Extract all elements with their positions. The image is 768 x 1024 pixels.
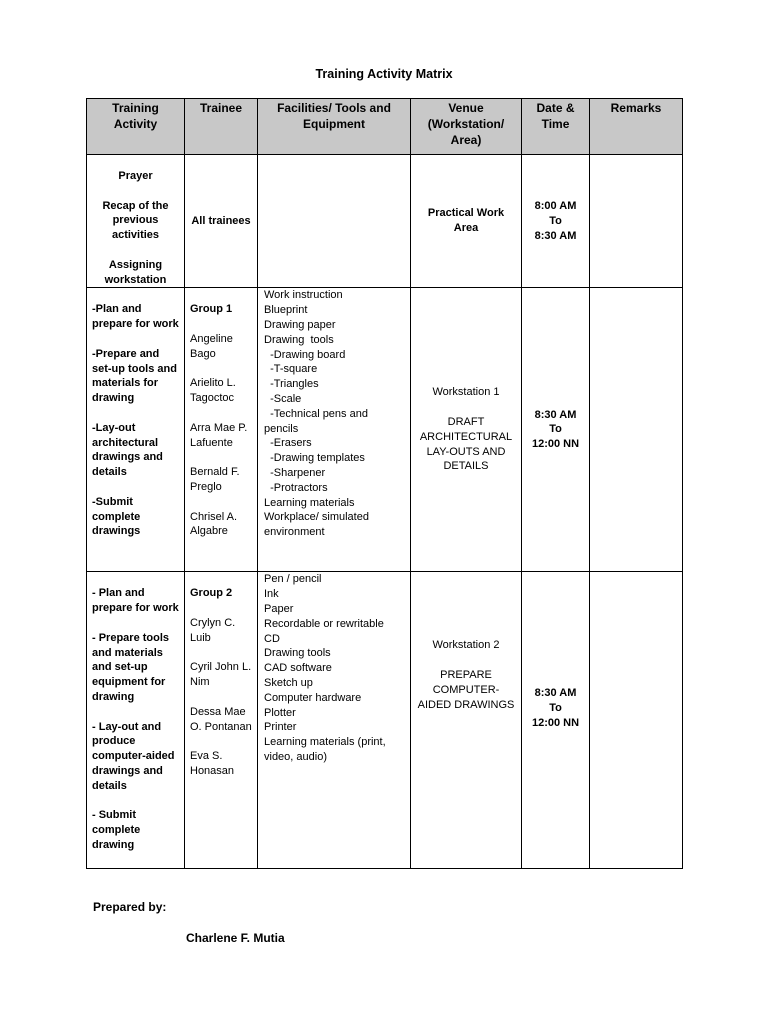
venue-cell — [411, 288, 522, 572]
facilities-cell — [258, 288, 411, 572]
trainee-cell — [185, 155, 258, 288]
trainee-name: Arielito L. Tagoctoc — [190, 377, 236, 405]
facility-item: Recordable or rewritable — [264, 617, 384, 630]
facility-item: CD — [264, 632, 280, 645]
facility-item: Plotter — [264, 706, 296, 719]
facility-item: -T-square — [264, 363, 318, 376]
facility-item: -Drawing board — [264, 348, 346, 361]
header-remarks: Remarks — [590, 99, 683, 155]
facilities-cell — [258, 155, 411, 288]
trainee-group: All trainees — [191, 214, 251, 227]
facility-item: Learning materials — [264, 496, 355, 509]
activity-item: -Lay-out architectural drawings and details — [92, 421, 163, 479]
facility-item: Drawing tools — [264, 647, 331, 660]
activity-item: -Plan and prepare for work — [92, 303, 179, 331]
activity-item: Assigning workstation — [104, 258, 167, 286]
header-date-time: Date & Time — [522, 99, 590, 155]
trainee-group: Group 2 — [190, 587, 233, 600]
activity-cell — [87, 288, 185, 572]
facility-item: -Erasers — [264, 437, 312, 450]
time-start: 8:30 AM — [534, 408, 577, 421]
time-cell — [522, 288, 590, 572]
facility-item: environment — [264, 526, 325, 539]
venue-cell — [411, 155, 522, 288]
trainee-name: Bernald F. Preglo — [190, 466, 240, 493]
time-cell — [522, 572, 590, 869]
table-row — [87, 155, 683, 288]
table-row — [87, 288, 683, 572]
prepared-by-label: Prepared by: — [93, 900, 167, 914]
trainee-name: Cyril John L. Nim — [190, 661, 252, 689]
facility-item: -Scale — [264, 392, 302, 405]
remarks-cell — [590, 288, 683, 572]
facility-item: -Technical pens and — [264, 407, 368, 420]
remarks-cell — [590, 155, 683, 288]
trainee-name: Arra Mae P. Lafuente — [190, 421, 248, 449]
activity-item: -Submit complete drawings — [92, 495, 141, 538]
preparer-name: Charlene F. Mutia — [186, 931, 285, 945]
table-row — [87, 572, 683, 869]
facility-item: Drawing paper — [264, 318, 336, 331]
facility-item: video, audio) — [264, 750, 327, 763]
time-end: 12:00 NN — [531, 438, 580, 451]
header-facilities: Facilities/ Tools and Equipment — [258, 99, 411, 155]
venue-station: Practical Work Area — [427, 207, 505, 235]
header-venue: Venue (Workstation/ Area) — [411, 99, 522, 155]
trainee-cell — [185, 572, 258, 869]
facility-item: Sketch up — [264, 676, 313, 689]
facility-item: -Sharpener — [264, 466, 326, 479]
trainee-name: Dessa Mae O. Pontanan — [190, 705, 252, 733]
activity-cell — [87, 155, 185, 288]
facilities-cell — [258, 572, 411, 869]
venue-task: DRAFT ARCHITECTURAL LAY-OUTS AND DETAILS — [419, 416, 513, 473]
facility-item: Workplace/ simulated — [264, 511, 369, 524]
training-activity-table — [86, 98, 683, 869]
activity-cell — [87, 572, 185, 869]
table-header-row — [87, 99, 683, 155]
trainee-cell — [185, 288, 258, 572]
header-training-activity: Training Activity — [87, 99, 185, 155]
activity-item: - Submit complete drawing — [92, 809, 141, 851]
facility-item: Ink — [264, 588, 279, 601]
trainee-name: Chrisel A. Algabre — [190, 510, 238, 538]
facility-item: -Protractors — [264, 481, 328, 494]
venue-station: Workstation 2 — [432, 639, 500, 652]
activity-item: - Lay-out and produce computer-aided drawings and details — [92, 720, 175, 792]
time-separator: To — [549, 214, 562, 227]
time-end: 12:00 NN — [531, 716, 580, 729]
trainee-name: Crylyn C. Luib — [190, 616, 236, 644]
facility-item: -Triangles — [264, 378, 319, 391]
time-start: 8:30 AM — [534, 687, 577, 700]
facility-item: Printer — [264, 721, 297, 734]
time-separator: To — [549, 423, 562, 436]
time-separator: To — [549, 702, 562, 715]
header-trainee: Trainee — [185, 99, 258, 155]
time-start: 8:00 AM — [534, 199, 577, 212]
activity-item: Recap of the previous activities — [102, 199, 169, 242]
facility-item: Work instruction — [264, 289, 343, 302]
remarks-cell — [590, 572, 683, 869]
page-title: Training Activity Matrix — [315, 67, 453, 81]
trainee-name: Eva S. Honasan — [190, 750, 235, 777]
activity-item: -Prepare and set-up tools and materials for drawing — [92, 347, 177, 405]
activity-item: - Prepare tools and materials and set-up equipment for drawing — [92, 631, 170, 703]
facility-item: Computer hardware — [264, 691, 362, 704]
facility-item: Paper — [264, 602, 294, 615]
time-cell — [522, 155, 590, 288]
trainee-group: Group 1 — [190, 303, 233, 316]
facility-item: Pen / pencil — [264, 573, 322, 586]
facility-item: Drawing tools — [264, 333, 334, 346]
trainee-name: Angeline Bago — [190, 332, 233, 360]
facility-item: pencils — [264, 422, 299, 435]
activity-item: Prayer — [118, 170, 153, 182]
facility-item: Learning materials (print, — [264, 736, 386, 749]
venue-cell — [411, 572, 522, 869]
time-end: 8:30 AM — [534, 229, 577, 242]
facility-item: CAD software — [264, 662, 332, 675]
venue-station: Workstation 1 — [432, 386, 500, 399]
venue-task: PREPARE COMPUTER-AIDED DRAWINGS — [417, 668, 515, 711]
facility-item: Blueprint — [264, 304, 308, 317]
facility-item: -Drawing templates — [264, 452, 365, 465]
activity-item: - Plan and prepare for work — [92, 587, 179, 615]
